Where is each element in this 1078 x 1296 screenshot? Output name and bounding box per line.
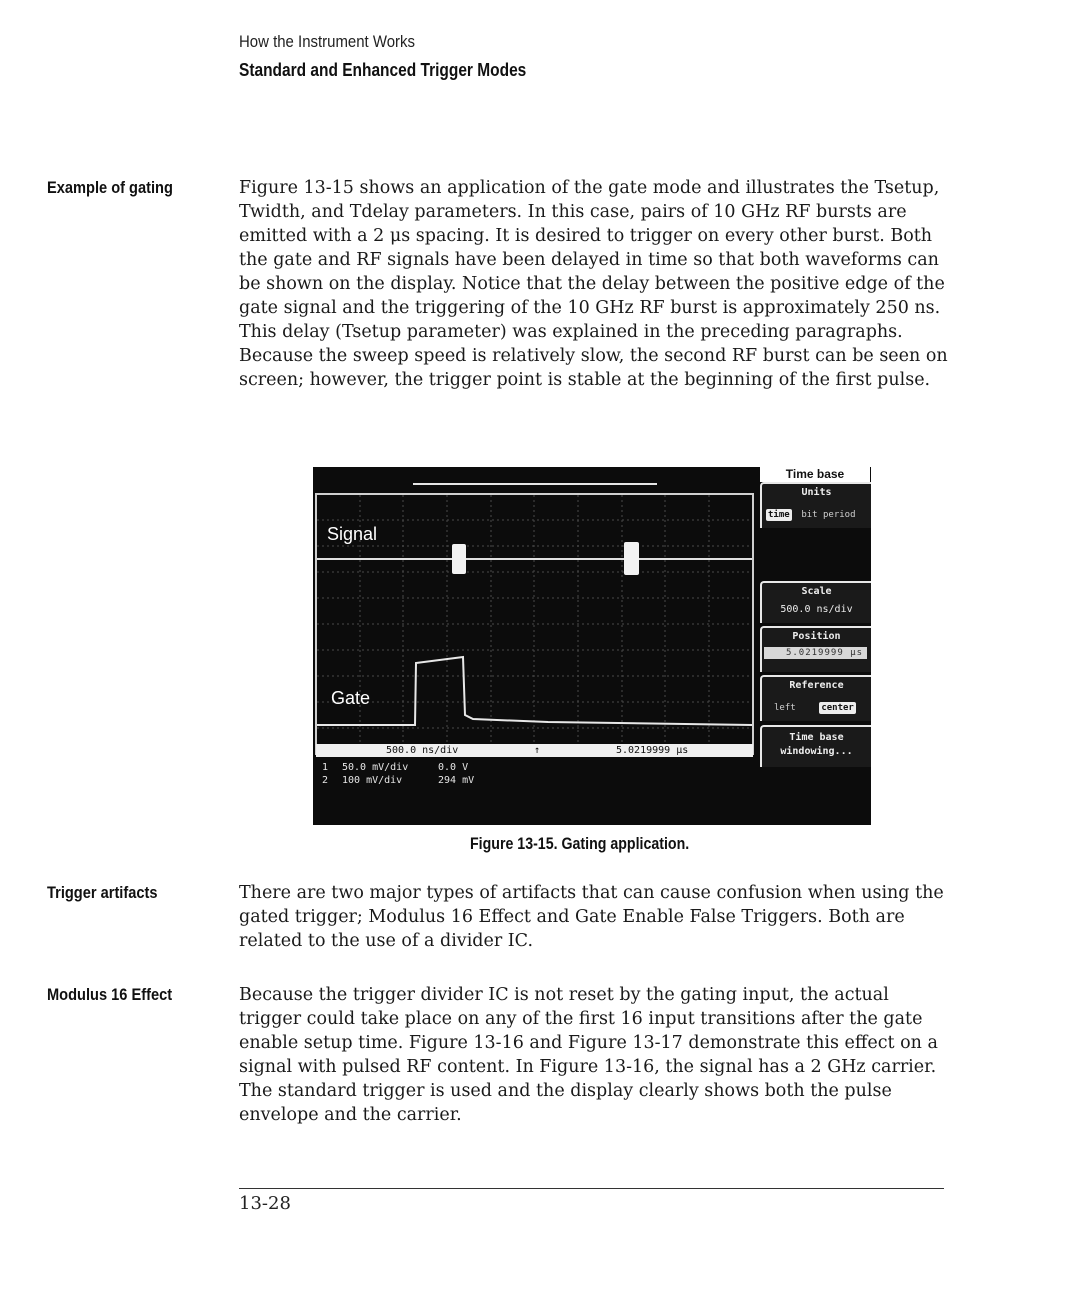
windowing-label: Time base windowing... bbox=[780, 732, 853, 757]
softkey-reference[interactable] bbox=[760, 675, 871, 721]
channel-1-number: 1 bbox=[322, 762, 329, 773]
running-header-section: How the Instrument Works bbox=[239, 32, 415, 51]
units-bit-period-option[interactable]: bit period bbox=[801, 510, 856, 520]
timebase-status-bar bbox=[316, 744, 753, 757]
oscilloscope-screenshot bbox=[313, 467, 871, 825]
channel-2-offset: 294 mV bbox=[438, 775, 475, 786]
rf-burst-2 bbox=[624, 542, 639, 575]
softkey-position[interactable] bbox=[760, 626, 871, 672]
running-header-title: Standard and Enhanced Trigger Modes bbox=[239, 60, 527, 80]
paragraph-modulus-16-effect: Because the trigger divider IC is not reset by the gating input, the actual trigger could take place on any of the first 16 input transitions after the gate enable setup time. Figure 13-16 and Figure 13-17 demonstrate this effect on a signal with pulsed RF content. In Figure 13-16, the signal has a 2 GHz carrier. The standard trigger is used and the display clearly shows both the pulse envelope and the carrier. bbox=[239, 985, 938, 1125]
footer-rule bbox=[239, 1188, 944, 1189]
scale-value: 500.0 ns/div bbox=[780, 604, 853, 615]
side-heading-modulus-16-effect: Modulus 16 Effect bbox=[47, 985, 173, 1004]
softkey-scale[interactable] bbox=[760, 581, 871, 623]
channel-2-scale: 100 mV/div bbox=[342, 775, 403, 786]
channel-2-number: 2 bbox=[322, 775, 329, 786]
rf-burst-1 bbox=[452, 544, 466, 574]
paragraph-trigger-artifacts: There are two major types of artifacts that can cause confusion when using the gated trigger; Modulus 16 Effect and Gate Enable False Triggers. Both are related to the use of a divider IC. bbox=[239, 883, 944, 951]
position-value-field[interactable]: 5.0219999 µs bbox=[764, 647, 867, 659]
channel-1-scale: 50.0 mV/div bbox=[342, 762, 409, 773]
paragraph-example-of-gating: Figure 13-15 shows an application of the gate mode and illustrates the Tsetup, Twidth, and Tdelay parameters. In this case, pairs of 10 GHz RF bursts are emitted with a 2 μs spacing. It is desired to trigger on every other burst. Both the gate and RF signals have been delayed in time so that both waveforms can be shown on the display. Notice that the delay between the positive edge of the gate signal and the triggering of the 10 GHz RF burst is approximately 250 ns. This delay (Tsetup parameter) was explained in the preceding paragraphs. Because the sweep speed is relatively slow, the second RF burst can be seen on screen; however, the trigger point is stable at the beginning of the first pulse. bbox=[239, 178, 948, 390]
reference-center-option[interactable]: center bbox=[821, 703, 854, 713]
graticule-grid bbox=[317, 495, 752, 753]
status-position: 5.0219999 µs bbox=[616, 745, 689, 756]
softkey-units[interactable] bbox=[760, 482, 871, 528]
menu-title: Time base bbox=[760, 467, 870, 482]
trigger-reference-marker: ↑ bbox=[534, 745, 541, 756]
figure-caption: Figure 13-15. Gating application. bbox=[470, 835, 690, 853]
side-heading-example-of-gating: Example of gating bbox=[47, 178, 173, 197]
units-label: Units bbox=[801, 487, 832, 498]
channel-1-offset: 0.0 V bbox=[438, 762, 469, 773]
position-label: Position bbox=[792, 631, 841, 642]
gate-trace-label: Gate bbox=[331, 688, 371, 708]
status-scale: 500.0 ns/div bbox=[386, 745, 459, 756]
scale-label: Scale bbox=[801, 586, 832, 597]
softkey-timebase-windowing[interactable] bbox=[760, 725, 871, 767]
page-number: 13-28 bbox=[239, 1193, 291, 1214]
reference-left-option[interactable]: left bbox=[774, 703, 796, 713]
units-time-option[interactable]: time bbox=[768, 510, 790, 520]
reference-label: Reference bbox=[789, 680, 844, 691]
side-heading-trigger-artifacts: Trigger artifacts bbox=[47, 883, 158, 902]
signal-trace-label: Signal bbox=[327, 524, 378, 544]
